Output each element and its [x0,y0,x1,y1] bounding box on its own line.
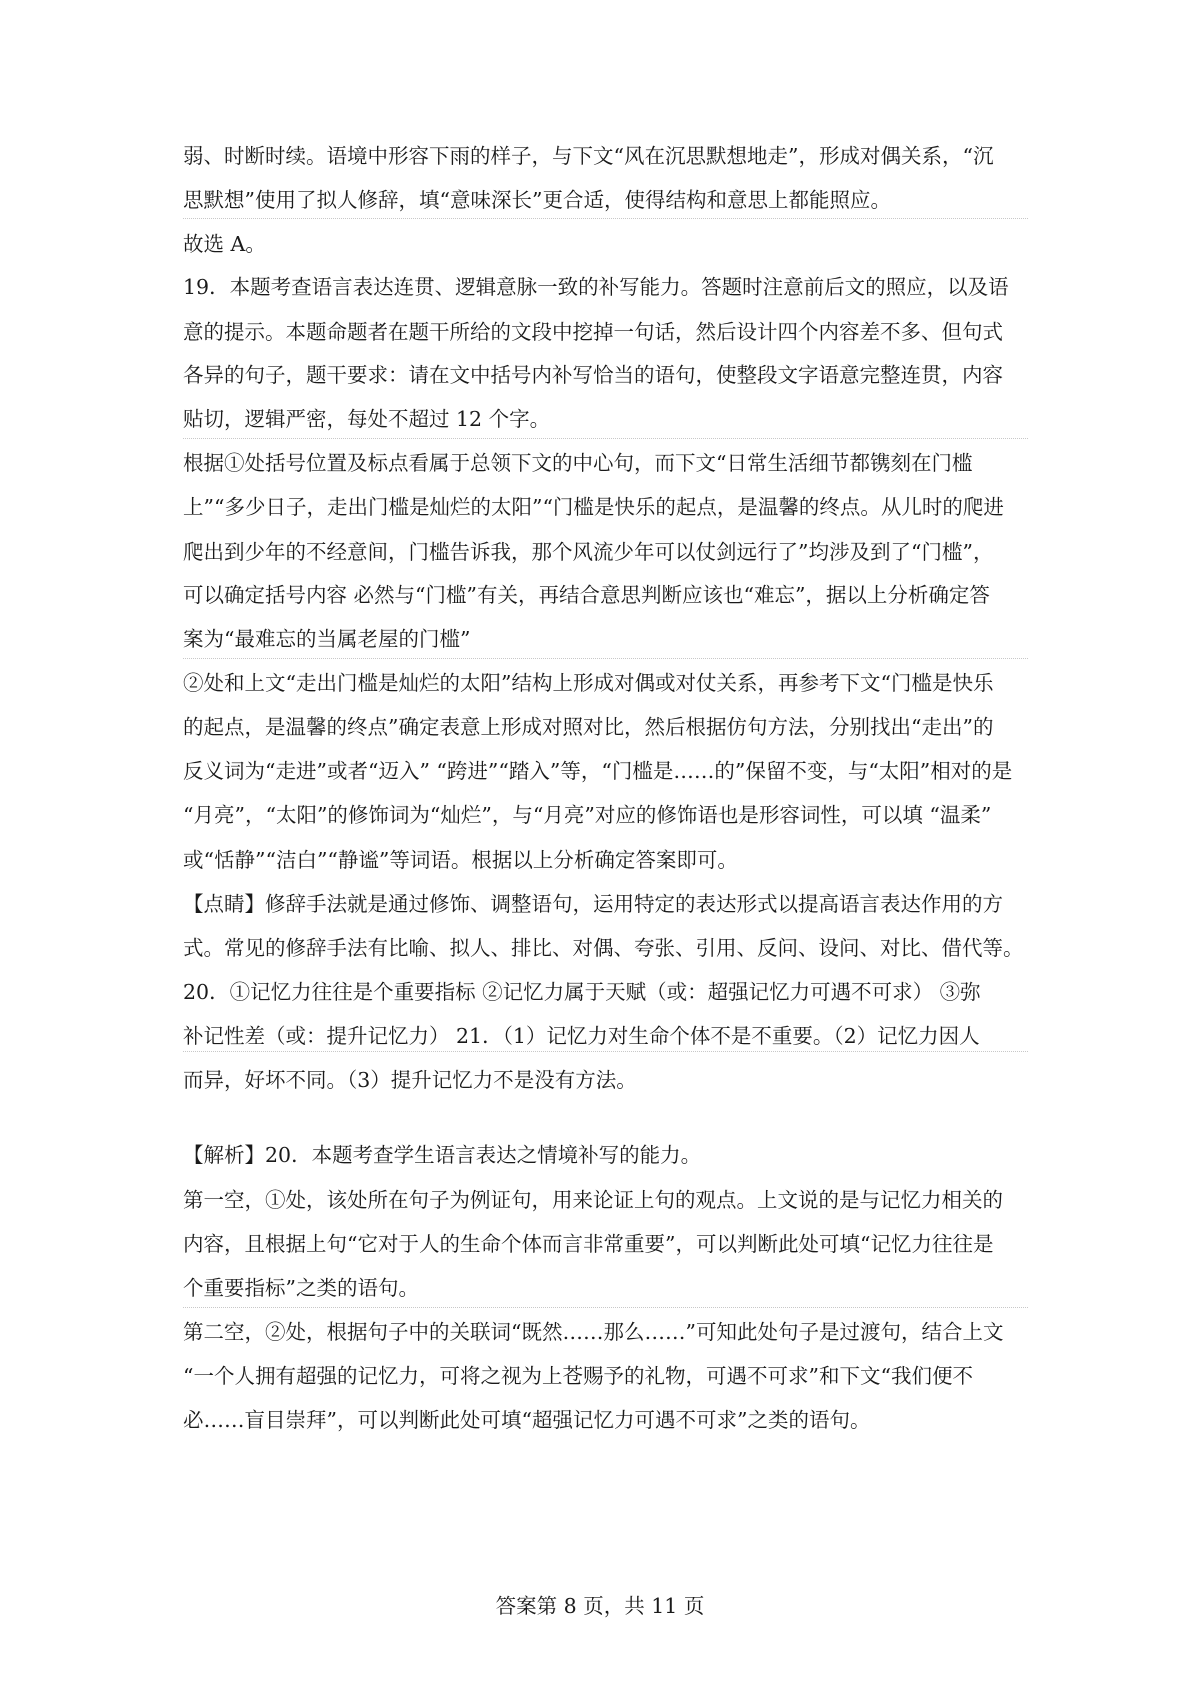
text-line: 的起点，是温馨的终点”确定表意上形成对照对比，然后根据仿句方法，分别找出“走出”的 [183,715,994,739]
text-line: 思默想”使用了拟人修辞，填“意味深长”更合适，使得结构和意思上都能照应。 [183,188,891,212]
text-line: 弱、时断时续。语境中形容下雨的样子，与下文“风在沉思默想地走”，形成对偶关系，“沉 [183,144,994,168]
text-line: 式。常见的修辞手法有比喻、拟人、排比、对偶、夸张、引用、反问、设问、对比、借代等。 [183,936,1024,960]
text-line: 而异，好坏不同。（3）提升记忆力不是没有方法。 [183,1068,637,1092]
text-line: 必……盲目崇拜”，可以判断此处可填“超强记忆力可遇不可求”之类的语句。 [183,1408,871,1432]
text-line: 19．本题考查语言表达连贯、逻辑意脉一致的补写能力。答题时注意前后文的照应，以及语 [183,275,1009,299]
text-line: 贴切，逻辑严密，每处不超过 12 个字。 [183,407,551,431]
text-line: 【点睛】修辞手法就是通过修饰、调整语句，运用特定的表达形式以提高语言表达作用的方 [183,892,1003,916]
text-line: 或“恬静”“洁白”“静谧”等词语。根据以上分析确定答案即可。 [183,848,738,872]
text-line: “一个人拥有超强的记忆力，可将之视为上苍赐予的礼物，可遇不可求”和下文“我们便不 [183,1364,973,1388]
dotted-divider [183,1051,1028,1052]
dotted-divider [183,1307,1028,1308]
text-line: 反义词为“走进”或者“迈入” “跨进”“踏入”等，“门槛是……的”保留不变，与“太阳”相对的是 [183,759,1013,783]
dotted-divider [183,218,1028,219]
text-line: 【解析】20．本题考查学生语言表达之情境补写的能力。 [183,1143,702,1167]
text-line: 爬出到少年的不经意间，门槛告诉我，那个风流少年可以仗剑远行了”均涉及到了“门槛”， [183,540,994,564]
text-line: 个重要指标”之类的语句。 [183,1276,419,1300]
text-line: ②处和上文“走出门槛是灿烂的太阳”结构上形成对偶或对仗关系，再参考下文“门槛是快乐 [183,671,994,695]
text-line: 补记性差（或：提升记忆力） 21．（1）记忆力对生命个体不是不重要。（2）记忆力因人 [183,1024,980,1048]
dotted-divider [183,658,1028,659]
dotted-divider [183,438,1028,439]
text-line: 20．①记忆力往往是个重要指标 ②记忆力属于天赋（或：超强记忆力可遇不可求） ③弥 [183,980,981,1004]
text-line: 各异的句子，题干要求：请在文中括号内补写恰当的语句，使整段文字语意完整连贯，内容 [183,363,1003,387]
text-line: 意的提示。本题命题者在题干所给的文段中挖掉一句话，然后设计四个内容差不多、但句式 [183,320,1003,344]
text-line: 第一空，①处，该处所在句子为例证句，用来论证上句的观点。上文说的是与记忆力相关的 [183,1188,1003,1212]
text-line: 根据①处括号位置及标点看属于总领下文的中心句，而下文“日常生活细节都镌刻在门槛 [183,451,973,475]
text-line: 案为“最难忘的当属老屋的门槛” [183,627,471,651]
text-line: 可以确定括号内容 必然与“门槛”有关，再结合意思判断应该也“难忘”，据以上分析确定答 [183,583,990,607]
text-line: 内容，且根据上句“它对于人的生命个体而言非常重要”，可以判断此处可填“记忆力往往是 [183,1232,994,1256]
text-line: 故选 A。 [183,232,266,256]
text-line: 第二空，②处，根据句子中的关联词“既然……那么……”可知此处句子是过渡句，结合上文 [183,1320,1004,1344]
text-line: “月亮”，“太阳”的修饰词为“灿烂”，与“月亮”对应的修饰语也是形容词性，可以填 “温柔” [183,803,992,827]
page-footer: 答案第 8 页，共 11 页 [495,1594,705,1618]
text-line: 上”“多少日子，走出门槛是灿烂的太阳”“门槛是快乐的起点，是温馨的终点。从儿时的爬进 [183,495,1004,519]
